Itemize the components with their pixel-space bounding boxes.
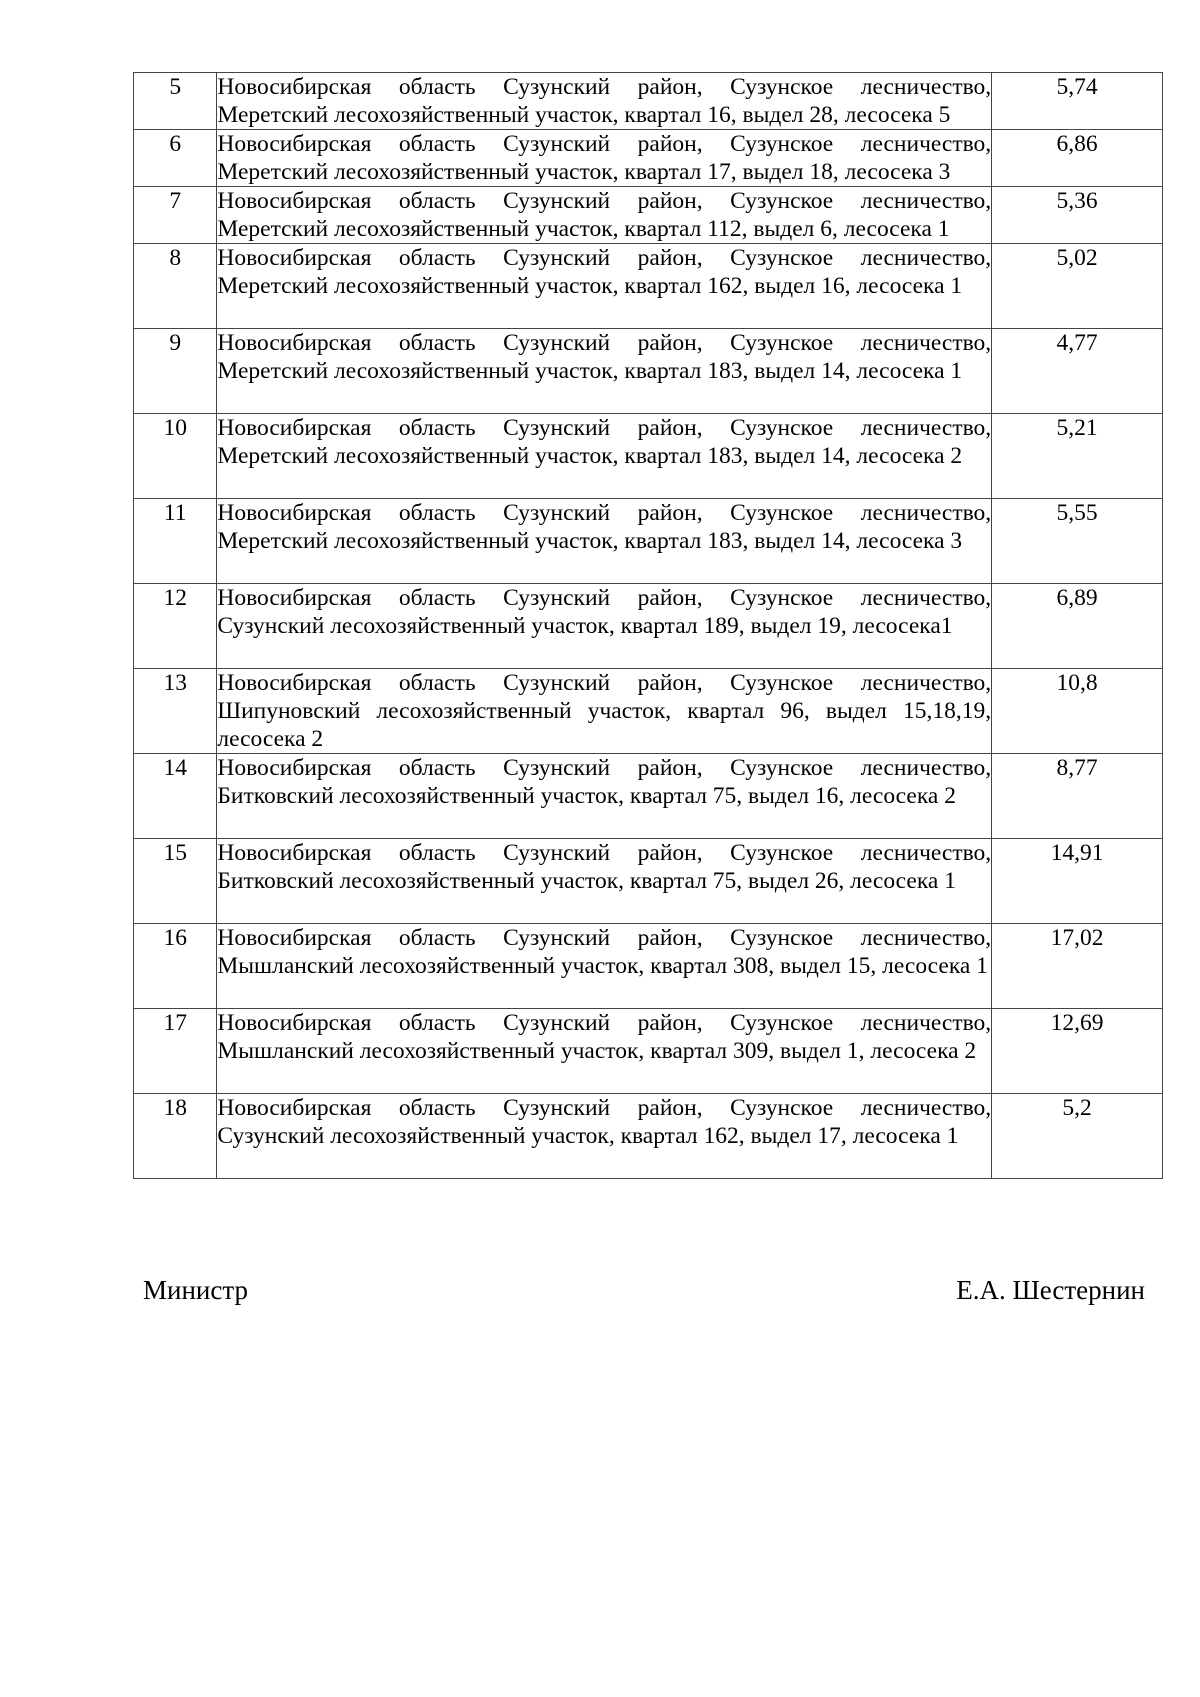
plot-area: 5,55 xyxy=(992,499,1163,584)
row-number: 17 xyxy=(134,1009,217,1094)
plot-area: 17,02 xyxy=(992,924,1163,1009)
row-number: 11 xyxy=(134,499,217,584)
table-row xyxy=(134,754,1163,839)
table-row xyxy=(134,244,1163,329)
plot-location: Новосибирская область Сузунский район, Сузунское лесничество, Меретский лесохозяйственный участок, квартал 112, выдел 6, лесосека 1 xyxy=(217,188,992,242)
table-row xyxy=(134,329,1163,414)
plot-location: Новосибирская область Сузунский район, Сузунское лесничество, Сузунский лесохозяйственный участок, квартал 189, выдел 19, лесосека1 xyxy=(217,584,992,669)
plot-area: 5,21 xyxy=(992,414,1163,499)
plot-location: Новосибирская область Сузунский район, Сузунское лесничество, Меретский лесохозяйственный участок, квартал 16, выдел 28, лесосека 5 xyxy=(217,74,992,128)
signatory-name: Е.А. Шестернин xyxy=(956,1275,1145,1305)
plot-location: Новосибирская область Сузунский район, Сузунское лесничество, Битковский лесохозяйственный участок, квартал 75, выдел 16, лесосека 2 xyxy=(217,754,992,839)
row-number: 9 xyxy=(134,329,217,414)
table-row xyxy=(134,839,1163,924)
table-row xyxy=(134,669,1163,754)
plot-area: 5,02 xyxy=(992,244,1163,329)
table-row xyxy=(134,1094,1163,1179)
row-number: 15 xyxy=(134,839,217,924)
plot-location: Новосибирская область Сузунский район, Сузунское лесничество, Меретский лесохозяйственный участок, квартал 17, выдел 18, лесосека 3 xyxy=(217,131,992,185)
row-number: 7 xyxy=(134,187,217,244)
row-number: 16 xyxy=(134,924,217,1009)
plot-location: Новосибирская область Сузунский район, Сузунское лесничество, Меретский лесохозяйственный участок, квартал 183, выдел 14, лесосека 1 xyxy=(217,329,992,414)
row-number: 5 xyxy=(134,73,217,130)
table-row xyxy=(134,414,1163,499)
table-row xyxy=(134,499,1163,584)
plot-location: Новосибирская область Сузунский район, Сузунское лесничество, Шипуновский лесохозяйственный участок, квартал 96, выдел 15,18,19, лесосека 2 xyxy=(217,670,992,752)
plot-area: 5,74 xyxy=(992,73,1163,130)
plot-area: 6,86 xyxy=(992,130,1163,187)
plot-location: Новосибирская область Сузунский район, Сузунское лесничество, Сузунский лесохозяйственный участок, квартал 162, выдел 17, лесосека 1 xyxy=(217,1094,992,1179)
signatory-title: Министр xyxy=(143,1275,248,1305)
row-number: 13 xyxy=(134,669,217,754)
row-number: 12 xyxy=(134,584,217,669)
table-row xyxy=(134,73,1163,130)
plots-table xyxy=(133,72,1163,1179)
row-number: 8 xyxy=(134,244,217,329)
plot-location: Новосибирская область Сузунский район, Сузунское лесничество, Мышланский лесохозяйственный участок, квартал 309, выдел 1, лесосека 2 xyxy=(217,1009,992,1094)
plot-location: Новосибирская область Сузунский район, Сузунское лесничество, Мышланский лесохозяйственный участок, квартал 308, выдел 15, лесосека 1 xyxy=(217,924,992,1009)
plot-location: Новосибирская область Сузунский район, Сузунское лесничество, Меретский лесохозяйственный участок, квартал 162, выдел 16, лесосека 1 xyxy=(217,244,992,329)
plot-location: Новосибирская область Сузунский район, Сузунское лесничество, Меретский лесохозяйственный участок, квартал 183, выдел 14, лесосека 2 xyxy=(217,414,992,499)
plot-area: 5,36 xyxy=(992,187,1163,244)
table-row xyxy=(134,187,1163,244)
plot-area: 8,77 xyxy=(992,754,1163,839)
plot-area: 12,69 xyxy=(992,1009,1163,1094)
table-row xyxy=(134,1009,1163,1094)
plot-area: 10,8 xyxy=(992,669,1163,754)
row-number: 10 xyxy=(134,414,217,499)
plots-table-body xyxy=(134,73,1163,1179)
row-number: 18 xyxy=(134,1094,217,1179)
plot-area: 4,77 xyxy=(992,329,1163,414)
plot-area: 14,91 xyxy=(992,839,1163,924)
plot-location: Новосибирская область Сузунский район, Сузунское лесничество, Битковский лесохозяйственный участок, квартал 75, выдел 26, лесосека 1 xyxy=(217,839,992,924)
plot-area: 5,2 xyxy=(992,1094,1163,1179)
plot-location: Новосибирская область Сузунский район, Сузунское лесничество, Меретский лесохозяйственный участок, квартал 183, выдел 14, лесосека 3 xyxy=(217,499,992,584)
row-number: 14 xyxy=(134,754,217,839)
table-row xyxy=(134,130,1163,187)
plot-area: 6,89 xyxy=(992,584,1163,669)
row-number: 6 xyxy=(134,130,217,187)
table-row xyxy=(134,584,1163,669)
table-row xyxy=(134,924,1163,1009)
